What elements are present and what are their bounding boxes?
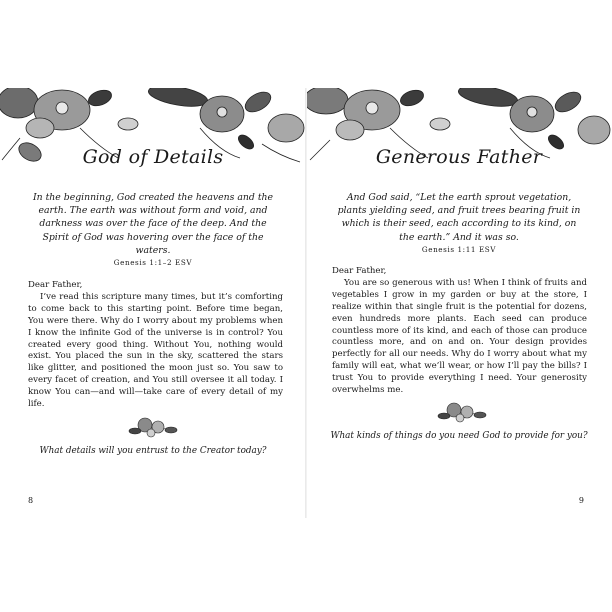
book-gutter [305, 88, 307, 518]
scripture-verse: And God said, “Let the earth sprout vegetation, plants yielding seed, and fruit trees bearing fruit in which is their seed, each according to its kind, on the earth.” And it was so. [337, 192, 581, 243]
page-title: Generous Father [375, 146, 543, 168]
salutation: Dear Father, [28, 280, 83, 290]
prayer-text: You are so generous with us! When I think of fruits and vegetables I grow in my garden or buy at the store, I realize within that single fruit is the potential for dozens, even hundreds more plants. Each seed can produce countless more of its kind, and each of those can produce countless more, and on and on. Your design provides perfectly for all our needs. Why do I worry about what my family will eat, what we’ll wear, or how I’ll pay the bills? I trust You to provide everything I need. Your generosity overwhelms me. [332, 277, 587, 396]
left-page [0, 88, 306, 518]
page-number: 9 [578, 496, 584, 505]
page-number: 8 [28, 496, 34, 505]
flower-sprig-ornament [125, 413, 181, 439]
reflection-question: What kinds of things do you need God to provide for you? [330, 431, 588, 441]
page-title: God of Details [82, 146, 224, 168]
prayer-body [332, 266, 587, 397]
salutation: Dear Father, [332, 266, 387, 276]
prayer-text: I’ve read this scripture many times, but it’s comforting to come back to this starting point. Before time began, You were there. Why do I worry about my problems when I know the infinite God of the universe is in control? You created every good thing. Without You, nothing would exist. You placed the sun in the sky, scattered the stars like glitter, and positioned the moon just so. You saw to every facet of creation, and You still oversee it all today. I know You can—and will—take care of every detail of my life. [28, 291, 283, 410]
scripture-verse: In the beginning, God created the heavens and the earth. The earth was without form and void, and darkness was over the face of the deep. And the Spirit of God was hovering over the face of the waters. [32, 192, 274, 256]
prayer-body [28, 280, 283, 411]
right-page [306, 88, 612, 518]
reflection-question: What details will you entrust to the Creator today? [39, 446, 267, 456]
scripture-reference: Genesis 1:11 ESV [421, 245, 497, 254]
flower-sprig-ornament [434, 398, 490, 424]
scripture-reference: Genesis 1:1–2 ESV [113, 258, 193, 267]
